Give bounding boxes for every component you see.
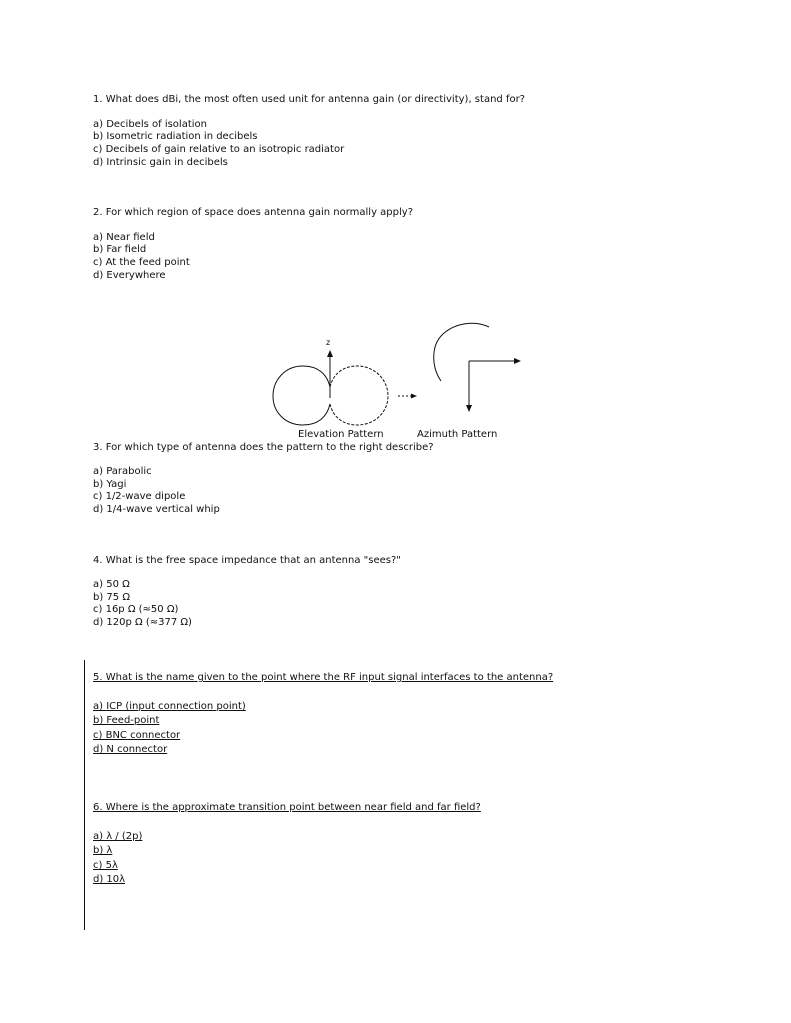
question-4-option-b: b) 75 Ω	[93, 592, 130, 603]
question-4-option-a: a) 50 Ω	[93, 579, 130, 590]
azimuth-x-arrowhead	[514, 358, 521, 364]
question-1-option-c: c) Decibels of gain relative to an isotropic radiator	[93, 144, 345, 155]
question-4-option-d: d) 120p Ω (≈377 Ω)	[93, 617, 192, 628]
horizontal-axis-arrowhead	[411, 394, 417, 399]
azimuth-arc	[434, 323, 489, 381]
question-2-option-d: d) Everywhere	[93, 270, 166, 281]
question-3-prompt: 3. For which type of antenna does the pattern to the right describe?	[93, 442, 434, 453]
question-5-option-c: c) BNC connector	[93, 730, 181, 741]
question-2-option-b: b) Far field	[93, 244, 147, 255]
question-6-option-c: c) 5λ	[93, 860, 118, 871]
question-6-option-a: a) λ / (2p)	[93, 831, 143, 842]
question-6-option-d: d) 10λ	[93, 874, 126, 885]
question-5-option-b: b) Feed-point	[93, 715, 160, 726]
revision-margin-bar	[84, 660, 85, 930]
question-1-option-d: d) Intrinsic gain in decibels	[93, 157, 228, 168]
question-5-option-d: d) N connector	[93, 744, 168, 755]
question-3-option-c: c) 1/2-wave dipole	[93, 491, 186, 502]
question-1-prompt: 1. What does dBi, the most often used unit for antenna gain (or directivity), stand for?	[93, 94, 525, 105]
question-4-prompt: 4. What is the free space impedance that an antenna "sees?"	[93, 555, 401, 566]
question-3-option-a: a) Parabolic	[93, 466, 152, 477]
question-3-option-b: b) Yagi	[93, 479, 127, 490]
question-4-option-c: c) 16p Ω (≈50 Ω)	[93, 604, 179, 615]
question-2-option-a: a) Near field	[93, 232, 155, 243]
question-3-option-d: d) 1/4-wave vertical whip	[93, 504, 220, 515]
question-6-prompt: 6. Where is the approximate transition point between near field and far field?	[93, 802, 481, 813]
elevation-lobe-left	[273, 366, 330, 425]
elevation-lobe-right	[330, 366, 388, 425]
elevation-pattern-caption: Elevation Pattern	[298, 429, 384, 440]
question-2-option-c: c) At the feed point	[93, 257, 190, 268]
azimuth-y-arrowhead	[466, 405, 472, 412]
question-1-option-a: a) Decibels of isolation	[93, 119, 207, 130]
z-axis-label: z	[326, 338, 331, 347]
question-6-option-b: b) λ	[93, 845, 113, 856]
azimuth-pattern-caption: Azimuth Pattern	[417, 429, 498, 440]
question-1-option-b: b) Isometric radiation in decibels	[93, 131, 258, 142]
question-5-option-a: a) ICP (input connection point)	[93, 701, 246, 712]
question-5-prompt: 5. What is the name given to the point where the RF input signal interfaces to the antenna?	[93, 672, 554, 683]
question-2-prompt: 2. For which region of space does antenna gain normally apply?	[93, 207, 414, 218]
z-axis-arrowhead	[327, 350, 333, 357]
